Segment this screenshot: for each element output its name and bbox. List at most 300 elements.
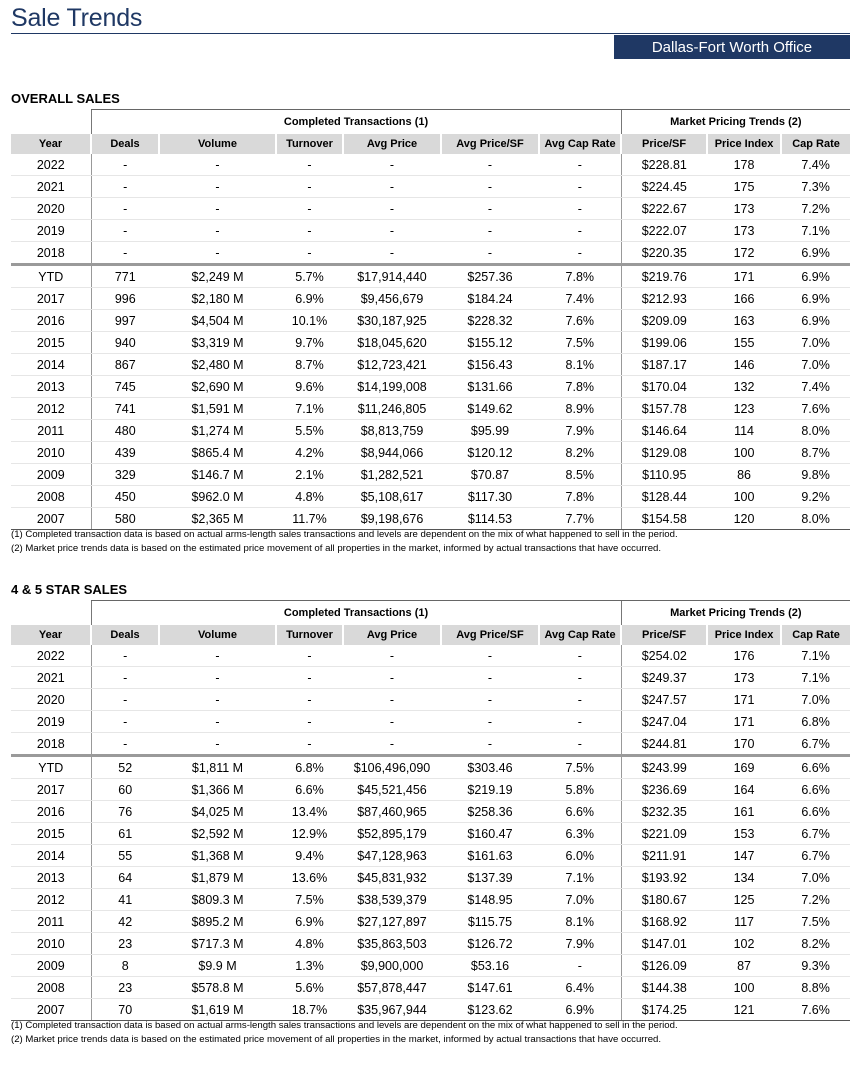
- cell-price-index: 102: [707, 933, 781, 955]
- cell-avg-cap-rate: -: [539, 154, 621, 176]
- cell-avg-price: $8,944,066: [343, 442, 441, 464]
- cell-avg-price-sf: $148.95: [441, 889, 539, 911]
- cell-deals: 996: [91, 288, 159, 310]
- cell-cap-rate: 9.8%: [781, 464, 850, 486]
- cell-turnover: 6.6%: [276, 779, 343, 801]
- cell-turnover: 2.1%: [276, 464, 343, 486]
- cell-avg-price: $1,282,521: [343, 464, 441, 486]
- cell-avg-price-sf: $137.39: [441, 867, 539, 889]
- cell-avg-cap-rate: -: [539, 645, 621, 667]
- table-row: [11, 242, 850, 265]
- cell-avg-price-sf: $257.36: [441, 265, 539, 288]
- cell-price-sf: $147.01: [621, 933, 707, 955]
- cell-cap-rate: 7.0%: [781, 867, 850, 889]
- table-row: [11, 933, 850, 955]
- cell-deals: 70: [91, 999, 159, 1021]
- cell-year: YTD: [11, 756, 91, 779]
- cell-year: 2013: [11, 867, 91, 889]
- cell-price-sf: $222.67: [621, 198, 707, 220]
- cell-cap-rate: 6.6%: [781, 801, 850, 823]
- cell-price-index: 164: [707, 779, 781, 801]
- cell-avg-price: $14,199,008: [343, 376, 441, 398]
- cell-price-sf: $222.07: [621, 220, 707, 242]
- cell-volume: $2,480 M: [159, 354, 276, 376]
- column-header-deals: Deals: [91, 625, 159, 645]
- star-sales-table: [11, 600, 850, 1021]
- cell-avg-cap-rate: 6.0%: [539, 845, 621, 867]
- cell-cap-rate: 6.6%: [781, 779, 850, 801]
- cell-deals: -: [91, 154, 159, 176]
- cell-avg-cap-rate: 6.3%: [539, 823, 621, 845]
- group-header-completed: Completed Transactions (1): [91, 601, 621, 626]
- cell-price-sf: $224.45: [621, 176, 707, 198]
- cell-price-index: 173: [707, 220, 781, 242]
- column-header-turnover: Turnover: [276, 134, 343, 154]
- cell-avg-price: $106,496,090: [343, 756, 441, 779]
- cell-deals: 741: [91, 398, 159, 420]
- cell-price-index: 120: [707, 508, 781, 530]
- cell-year: 2008: [11, 977, 91, 999]
- cell-year: 2020: [11, 198, 91, 220]
- cell-price-index: 172: [707, 242, 781, 265]
- cell-turnover: 5.5%: [276, 420, 343, 442]
- cell-avg-price-sf: -: [441, 667, 539, 689]
- cell-avg-price: $38,539,379: [343, 889, 441, 911]
- cell-turnover: -: [276, 689, 343, 711]
- cell-avg-price: -: [343, 242, 441, 265]
- cell-deals: -: [91, 645, 159, 667]
- cell-volume: $1,811 M: [159, 756, 276, 779]
- cell-turnover: -: [276, 242, 343, 265]
- cell-cap-rate: 7.4%: [781, 154, 850, 176]
- cell-deals: 55: [91, 845, 159, 867]
- table-row: [11, 823, 850, 845]
- table-row: [11, 689, 850, 711]
- cell-cap-rate: 6.7%: [781, 845, 850, 867]
- group-header-completed: Completed Transactions (1): [91, 110, 621, 135]
- cell-deals: 480: [91, 420, 159, 442]
- cell-avg-cap-rate: -: [539, 198, 621, 220]
- cell-turnover: 9.4%: [276, 845, 343, 867]
- cell-price-sf: $129.08: [621, 442, 707, 464]
- column-header-year: Year: [11, 134, 91, 154]
- cell-cap-rate: 7.0%: [781, 332, 850, 354]
- cell-year: 2017: [11, 779, 91, 801]
- table-row: [11, 779, 850, 801]
- column-header-price-sf: Price/SF: [621, 625, 707, 645]
- group-header-blank: [11, 110, 91, 135]
- cell-price-index: 100: [707, 442, 781, 464]
- cell-avg-price-sf: $228.32: [441, 310, 539, 332]
- cell-year: 2019: [11, 220, 91, 242]
- cell-turnover: 11.7%: [276, 508, 343, 530]
- table-row: [11, 176, 850, 198]
- cell-year: 2020: [11, 689, 91, 711]
- cell-avg-cap-rate: 7.5%: [539, 332, 621, 354]
- group-header-blank: [11, 601, 91, 626]
- cell-avg-cap-rate: 8.2%: [539, 442, 621, 464]
- cell-volume: -: [159, 176, 276, 198]
- group-header-market: Market Pricing Trends (2): [621, 110, 850, 135]
- cell-avg-price: $17,914,440: [343, 265, 441, 288]
- note-market: (2) Market price trends data is based on the estimated price movement of all properties in the market, informed by actual transactions that have occurred.: [11, 1034, 662, 1045]
- cell-deals: 329: [91, 464, 159, 486]
- cell-volume: -: [159, 198, 276, 220]
- cell-avg-cap-rate: 8.5%: [539, 464, 621, 486]
- cell-volume: $1,591 M: [159, 398, 276, 420]
- note-completed: (1) Completed transaction data is based on actual arms-length sales transactions and levels are dependent on the mix of what happened to sell in the period.: [11, 529, 678, 540]
- cell-turnover: -: [276, 198, 343, 220]
- cell-price-index: 123: [707, 398, 781, 420]
- cell-turnover: -: [276, 711, 343, 733]
- cell-price-index: 114: [707, 420, 781, 442]
- cell-avg-price: $9,900,000: [343, 955, 441, 977]
- cell-turnover: 9.7%: [276, 332, 343, 354]
- cell-avg-cap-rate: -: [539, 689, 621, 711]
- cell-turnover: 8.7%: [276, 354, 343, 376]
- cell-price-sf: $168.92: [621, 911, 707, 933]
- cell-avg-price-sf: $70.87: [441, 464, 539, 486]
- cell-avg-price: -: [343, 154, 441, 176]
- table-row: [11, 398, 850, 420]
- table-row: [11, 154, 850, 176]
- cell-deals: 23: [91, 977, 159, 999]
- cell-avg-cap-rate: 7.9%: [539, 933, 621, 955]
- cell-avg-cap-rate: 7.5%: [539, 756, 621, 779]
- cell-cap-rate: 7.4%: [781, 376, 850, 398]
- cell-avg-price-sf: $95.99: [441, 420, 539, 442]
- table-row: [11, 955, 850, 977]
- group-header-market: Market Pricing Trends (2): [621, 601, 850, 626]
- cell-cap-rate: 8.0%: [781, 420, 850, 442]
- overall-sales-table: [11, 109, 850, 530]
- cell-avg-price-sf: -: [441, 645, 539, 667]
- cell-avg-price: -: [343, 711, 441, 733]
- cell-turnover: 13.6%: [276, 867, 343, 889]
- cell-year: 2011: [11, 911, 91, 933]
- table-row: [11, 733, 850, 756]
- cell-volume: $4,504 M: [159, 310, 276, 332]
- cell-avg-price-sf: $161.63: [441, 845, 539, 867]
- cell-cap-rate: 8.0%: [781, 508, 850, 530]
- cell-avg-price-sf: -: [441, 733, 539, 756]
- cell-deals: 60: [91, 779, 159, 801]
- cell-price-sf: $221.09: [621, 823, 707, 845]
- cell-turnover: 7.5%: [276, 889, 343, 911]
- cell-avg-price-sf: -: [441, 689, 539, 711]
- cell-year: 2007: [11, 999, 91, 1021]
- cell-price-index: 173: [707, 667, 781, 689]
- table-row: [11, 198, 850, 220]
- table-row: [11, 667, 850, 689]
- cell-turnover: 6.8%: [276, 756, 343, 779]
- cell-volume: $146.7 M: [159, 464, 276, 486]
- cell-cap-rate: 6.7%: [781, 823, 850, 845]
- cell-avg-cap-rate: 7.4%: [539, 288, 621, 310]
- column-header-volume: Volume: [159, 134, 276, 154]
- cell-avg-cap-rate: 6.4%: [539, 977, 621, 999]
- cell-deals: 23: [91, 933, 159, 955]
- cell-cap-rate: 6.9%: [781, 265, 850, 288]
- cell-avg-cap-rate: -: [539, 711, 621, 733]
- table-row: [11, 310, 850, 332]
- table-row: [11, 354, 850, 376]
- table-row: [11, 645, 850, 667]
- cell-year: 2019: [11, 711, 91, 733]
- table-row: [11, 332, 850, 354]
- star-sales-title: 4 & 5 STAR SALES: [11, 582, 128, 597]
- cell-deals: -: [91, 733, 159, 756]
- cell-price-sf: $212.93: [621, 288, 707, 310]
- cell-price-index: 147: [707, 845, 781, 867]
- cell-turnover: 9.6%: [276, 376, 343, 398]
- cell-price-index: 171: [707, 265, 781, 288]
- cell-avg-cap-rate: -: [539, 220, 621, 242]
- table-row: [11, 220, 850, 242]
- cell-cap-rate: 6.8%: [781, 711, 850, 733]
- cell-year: YTD: [11, 265, 91, 288]
- cell-price-sf: $220.35: [621, 242, 707, 265]
- note-market: (2) Market price trends data is based on the estimated price movement of all properties in the market, informed by actual transactions that have occurred.: [11, 543, 662, 554]
- overall-sales-notes: [11, 528, 678, 556]
- cell-avg-price-sf: $120.12: [441, 442, 539, 464]
- cell-avg-price-sf: $115.75: [441, 911, 539, 933]
- cell-turnover: -: [276, 154, 343, 176]
- cell-turnover: 5.6%: [276, 977, 343, 999]
- cell-deals: 867: [91, 354, 159, 376]
- cell-price-index: 132: [707, 376, 781, 398]
- cell-price-index: 175: [707, 176, 781, 198]
- cell-avg-price-sf: $219.19: [441, 779, 539, 801]
- cell-avg-cap-rate: 7.8%: [539, 486, 621, 508]
- cell-price-sf: $249.37: [621, 667, 707, 689]
- cell-avg-cap-rate: 7.0%: [539, 889, 621, 911]
- cell-avg-price: $11,246,805: [343, 398, 441, 420]
- cell-avg-price-sf: -: [441, 154, 539, 176]
- cell-deals: 745: [91, 376, 159, 398]
- table-row: [11, 288, 850, 310]
- cell-cap-rate: 9.2%: [781, 486, 850, 508]
- cell-price-index: 178: [707, 154, 781, 176]
- cell-avg-price: $52,895,179: [343, 823, 441, 845]
- cell-deals: 940: [91, 332, 159, 354]
- cell-deals: 439: [91, 442, 159, 464]
- cell-year: 2016: [11, 310, 91, 332]
- cell-year: 2022: [11, 645, 91, 667]
- column-header-avg-price-sf: Avg Price/SF: [441, 625, 539, 645]
- cell-volume: $895.2 M: [159, 911, 276, 933]
- cell-deals: 64: [91, 867, 159, 889]
- cell-avg-price-sf: -: [441, 242, 539, 265]
- cell-deals: 8: [91, 955, 159, 977]
- cell-year: 2016: [11, 801, 91, 823]
- cell-cap-rate: 6.6%: [781, 756, 850, 779]
- cell-turnover: -: [276, 733, 343, 756]
- cell-turnover: 12.9%: [276, 823, 343, 845]
- cell-avg-cap-rate: 8.1%: [539, 911, 621, 933]
- cell-avg-price-sf: -: [441, 711, 539, 733]
- cell-turnover: -: [276, 645, 343, 667]
- cell-deals: -: [91, 198, 159, 220]
- cell-avg-price-sf: $160.47: [441, 823, 539, 845]
- cell-price-index: 153: [707, 823, 781, 845]
- cell-deals: 42: [91, 911, 159, 933]
- cell-turnover: -: [276, 220, 343, 242]
- cell-turnover: 10.1%: [276, 310, 343, 332]
- table-row: [11, 889, 850, 911]
- cell-deals: 450: [91, 486, 159, 508]
- cell-avg-price: -: [343, 667, 441, 689]
- cell-avg-price-sf: -: [441, 220, 539, 242]
- cell-turnover: 6.9%: [276, 288, 343, 310]
- column-header-avg-cap-rate: Avg Cap Rate: [539, 134, 621, 154]
- table-row: [11, 486, 850, 508]
- cell-cap-rate: 7.6%: [781, 999, 850, 1021]
- cell-cap-rate: 7.1%: [781, 667, 850, 689]
- cell-price-sf: $193.92: [621, 867, 707, 889]
- column-header-cap-rate: Cap Rate: [781, 625, 850, 645]
- cell-price-sf: $170.04: [621, 376, 707, 398]
- cell-year: 2022: [11, 154, 91, 176]
- cell-price-index: 163: [707, 310, 781, 332]
- cell-turnover: 7.1%: [276, 398, 343, 420]
- cell-deals: 997: [91, 310, 159, 332]
- cell-avg-price: $9,198,676: [343, 508, 441, 530]
- cell-volume: $578.8 M: [159, 977, 276, 999]
- cell-avg-price: $27,127,897: [343, 911, 441, 933]
- cell-volume: $865.4 M: [159, 442, 276, 464]
- table-row: [11, 265, 850, 288]
- cell-price-index: 170: [707, 733, 781, 756]
- cell-year: 2011: [11, 420, 91, 442]
- cell-volume: $3,319 M: [159, 332, 276, 354]
- cell-avg-price-sf: $53.16: [441, 955, 539, 977]
- column-header-avg-price: Avg Price: [343, 625, 441, 645]
- table-row: [11, 442, 850, 464]
- cell-turnover: 4.2%: [276, 442, 343, 464]
- cell-volume: $1,274 M: [159, 420, 276, 442]
- cell-price-sf: $247.04: [621, 711, 707, 733]
- cell-avg-cap-rate: -: [539, 176, 621, 198]
- cell-turnover: -: [276, 667, 343, 689]
- cell-year: 2008: [11, 486, 91, 508]
- overall-sales-title: OVERALL SALES: [11, 91, 120, 106]
- column-header-turnover: Turnover: [276, 625, 343, 645]
- cell-price-sf: $187.17: [621, 354, 707, 376]
- cell-cap-rate: 7.6%: [781, 398, 850, 420]
- cell-volume: -: [159, 645, 276, 667]
- cell-avg-price: -: [343, 645, 441, 667]
- cell-turnover: 4.8%: [276, 486, 343, 508]
- cell-avg-price-sf: $303.46: [441, 756, 539, 779]
- cell-price-sf: $211.91: [621, 845, 707, 867]
- column-header-price-sf: Price/SF: [621, 134, 707, 154]
- cell-volume: $1,366 M: [159, 779, 276, 801]
- cell-avg-cap-rate: 6.6%: [539, 801, 621, 823]
- cell-avg-price-sf: $123.62: [441, 999, 539, 1021]
- cell-volume: -: [159, 733, 276, 756]
- cell-year: 2014: [11, 845, 91, 867]
- cell-year: 2012: [11, 398, 91, 420]
- cell-cap-rate: 7.0%: [781, 689, 850, 711]
- cell-price-sf: $209.09: [621, 310, 707, 332]
- cell-avg-price: $9,456,679: [343, 288, 441, 310]
- cell-price-sf: $219.76: [621, 265, 707, 288]
- cell-cap-rate: 8.2%: [781, 933, 850, 955]
- cell-avg-cap-rate: 7.1%: [539, 867, 621, 889]
- cell-price-sf: $146.64: [621, 420, 707, 442]
- cell-volume: -: [159, 711, 276, 733]
- cell-avg-price-sf: $258.36: [441, 801, 539, 823]
- cell-cap-rate: 7.2%: [781, 198, 850, 220]
- cell-price-index: 100: [707, 486, 781, 508]
- cell-avg-price-sf: -: [441, 176, 539, 198]
- cell-volume: $2,365 M: [159, 508, 276, 530]
- cell-turnover: 13.4%: [276, 801, 343, 823]
- cell-cap-rate: 6.9%: [781, 242, 850, 265]
- cell-year: 2017: [11, 288, 91, 310]
- cell-year: 2010: [11, 442, 91, 464]
- cell-cap-rate: 7.2%: [781, 889, 850, 911]
- cell-volume: -: [159, 154, 276, 176]
- table-row: [11, 508, 850, 530]
- cell-deals: 61: [91, 823, 159, 845]
- table-row: [11, 464, 850, 486]
- cell-cap-rate: 8.7%: [781, 442, 850, 464]
- cell-deals: 52: [91, 756, 159, 779]
- cell-price-sf: $236.69: [621, 779, 707, 801]
- cell-avg-price: $35,863,503: [343, 933, 441, 955]
- cell-volume: $1,368 M: [159, 845, 276, 867]
- cell-deals: -: [91, 689, 159, 711]
- office-banner: Dallas-Fort Worth Office: [614, 35, 850, 59]
- cell-price-index: 146: [707, 354, 781, 376]
- cell-avg-cap-rate: 7.8%: [539, 265, 621, 288]
- cell-avg-price: -: [343, 689, 441, 711]
- cell-deals: 41: [91, 889, 159, 911]
- cell-avg-cap-rate: 7.9%: [539, 420, 621, 442]
- cell-avg-price: $30,187,925: [343, 310, 441, 332]
- table-row: [11, 376, 850, 398]
- cell-avg-price-sf: $131.66: [441, 376, 539, 398]
- cell-avg-cap-rate: 7.7%: [539, 508, 621, 530]
- cell-year: 2015: [11, 823, 91, 845]
- cell-year: 2014: [11, 354, 91, 376]
- cell-cap-rate: 7.5%: [781, 911, 850, 933]
- cell-price-index: 171: [707, 689, 781, 711]
- cell-volume: $1,619 M: [159, 999, 276, 1021]
- cell-deals: -: [91, 176, 159, 198]
- cell-cap-rate: 7.1%: [781, 645, 850, 667]
- cell-volume: $809.3 M: [159, 889, 276, 911]
- cell-turnover: 18.7%: [276, 999, 343, 1021]
- cell-price-sf: $243.99: [621, 756, 707, 779]
- cell-deals: 76: [91, 801, 159, 823]
- cell-price-index: 87: [707, 955, 781, 977]
- cell-year: 2013: [11, 376, 91, 398]
- cell-avg-price: $87,460,965: [343, 801, 441, 823]
- cell-price-index: 117: [707, 911, 781, 933]
- table-row: [11, 999, 850, 1021]
- cell-avg-price-sf: -: [441, 198, 539, 220]
- column-header-deals: Deals: [91, 134, 159, 154]
- cell-avg-cap-rate: -: [539, 955, 621, 977]
- cell-avg-cap-rate: -: [539, 667, 621, 689]
- cell-deals: -: [91, 242, 159, 265]
- cell-price-index: 100: [707, 977, 781, 999]
- column-header-price-index: Price Index: [707, 134, 781, 154]
- cell-volume: $2,592 M: [159, 823, 276, 845]
